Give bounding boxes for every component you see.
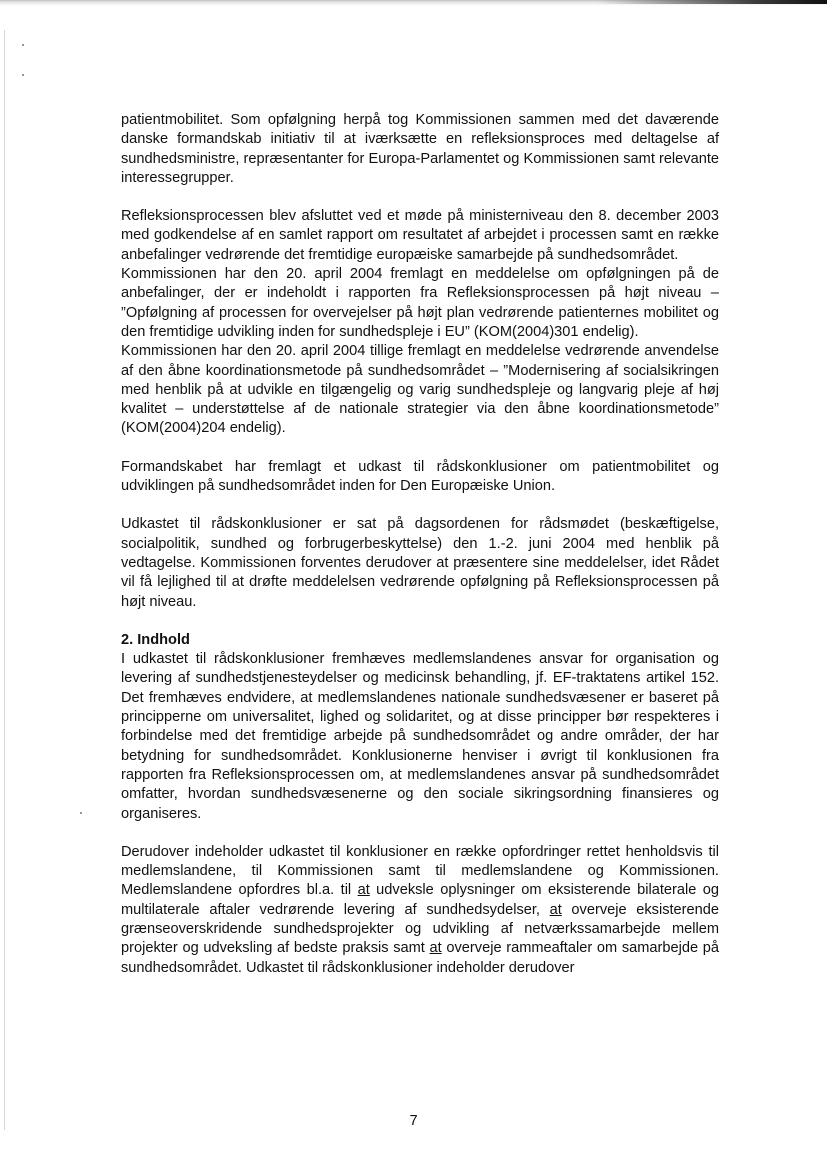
section-heading-indhold: 2. Indhold: [121, 631, 190, 648]
paragraph-formandskabet: Formandskabet har fremlagt et udkast til rådskonklusioner om patientmobilitet og udviklingen på sundhedsområdet inden for Den Europæiske Union.: [121, 458, 719, 495]
paragraph-indhold: I udkastet til rådskonklusioner fremhæves medlemslandenes ansvar for organisation og levering af sundhedstjenesteydelser og medicinsk behandling, jf. EF-traktatens artikel 152. Det fremhæves endvidere, at medlemslandenes nationale sundhedsvæsener er baseret på principperne om universalitet, lighed og solidaritet, og at disse principper bør respekteres i forbindelse med det fremtidige arbejde på sundhedsområdet og andre områder, der har betydning for sundhedsområdet. Konklusionerne henviser i øvrigt til konklusionen fra rapporten fra Refleksionsprocessen om, at medlemslandenes ansvar på sundhedsområdet omfatter, hvordan sundhedsvæsenerne og den sociale sikringsordning finansieres og organiseres.: [121, 651, 719, 822]
scan-left-edge: [4, 30, 5, 1130]
paragraph-patientmobilitet: patientmobilitet. Som opfølgning herpå tog Kommissionen sammen med det daværende danske formandskab initiativ til at iværksætte en refleksionsproces med deltagelse af sundhedsministre, repræsentanter for Europa-Parlamentet og Kommissionen samt relevante interessegrupper.: [121, 112, 719, 186]
page-number: 7: [409, 1113, 418, 1129]
scan-speck: [22, 74, 24, 76]
text-run: overveje eksisterende grænseoverskridende sundhedsprojekter og udvikling af netværkssamarbejde mellem projekter og udveksling af bedste praksis samt: [121, 901, 719, 957]
paragraph-opfordringer: [121, 843, 719, 978]
scan-top-shadow: [597, 0, 827, 4]
scan-speck: [80, 812, 82, 814]
underlined-word: at: [357, 882, 370, 899]
paragraph-udkastet-dagsorden: Udkastet til rådskonklusioner er sat på dagsordenen for rådsmødet (beskæftigelse, socialpolitik, sundhed og forbrugerbeskyttelse) den 1.-2. juni 2004 med henblik på vedtagelse. Kommissionen forventes derudover at præsentere sine meddelelser, idet Rådet vil få lejlighed til at drøfte meddelelsen vedrørende opfølgning på Refleksionsprocessen på højt niveau.: [121, 516, 719, 610]
paragraph-kommissionen-meddelelse-2: Kommissionen har den 20. april 2004 tillige fremlagt en meddelelse vedrørende anvendelse af den åbne koordinationsmetode på sundhedsområdet – ”Modernisering af socialsikringen med henblik på at udvikle en tilgængelig og varig sundhedspleje og langvarig pleje af høj kvalitet – understøttelse af de nationale strategier via den åbne koordinationsmetode” (KOM(2004)204 endelig).: [121, 343, 719, 437]
underlined-word: at: [549, 901, 562, 918]
scan-speck: [22, 44, 24, 46]
paragraph-refleksionsprocessen: Refleksionsprocessen blev afsluttet ved et møde på ministerniveau den 8. december 2003 med godkendelse af en samlet rapport om resultatet af arbejdet i processen samt en række anbefalinger vedrørende det fremtidige europæiske samarbejde på sundhedsområdet.: [121, 208, 719, 263]
underlined-word: at: [429, 940, 442, 957]
text-run: udveksle oplysninger om eksisterende bilaterale og multilaterale aftaler vedrørende levering af sundhedsydelser,: [121, 882, 719, 918]
text-run: overveje rammeaftaler om samarbejde på sundhedsområdet. Udkastet til rådskonklusioner indeholder derudover: [121, 940, 719, 976]
text-run: Derudover indeholder udkastet til konklusioner en række opfordringer rettet henholdsvis til medlemslandene, til Kommissionen samt til medlemslandene og Kommissionen. Medlemslandene opfordres bl.a. til: [121, 843, 719, 899]
document-page: [121, 111, 719, 978]
paragraph-kommissionen-meddelelse-1: Kommissionen har den 20. april 2004 fremlagt en meddelelse om opfølgningen på de anbefalinger, der er indeholdt i rapporten fra Refleksionsprocessen på højt niveau – ”Opfølgning af processen for overvejelser på højt plan vedrørende patienternes mobilitet og den fremtidige udvikling inden for sundhedspleje i EU” (KOM(2004)301 endelig).: [121, 266, 719, 340]
